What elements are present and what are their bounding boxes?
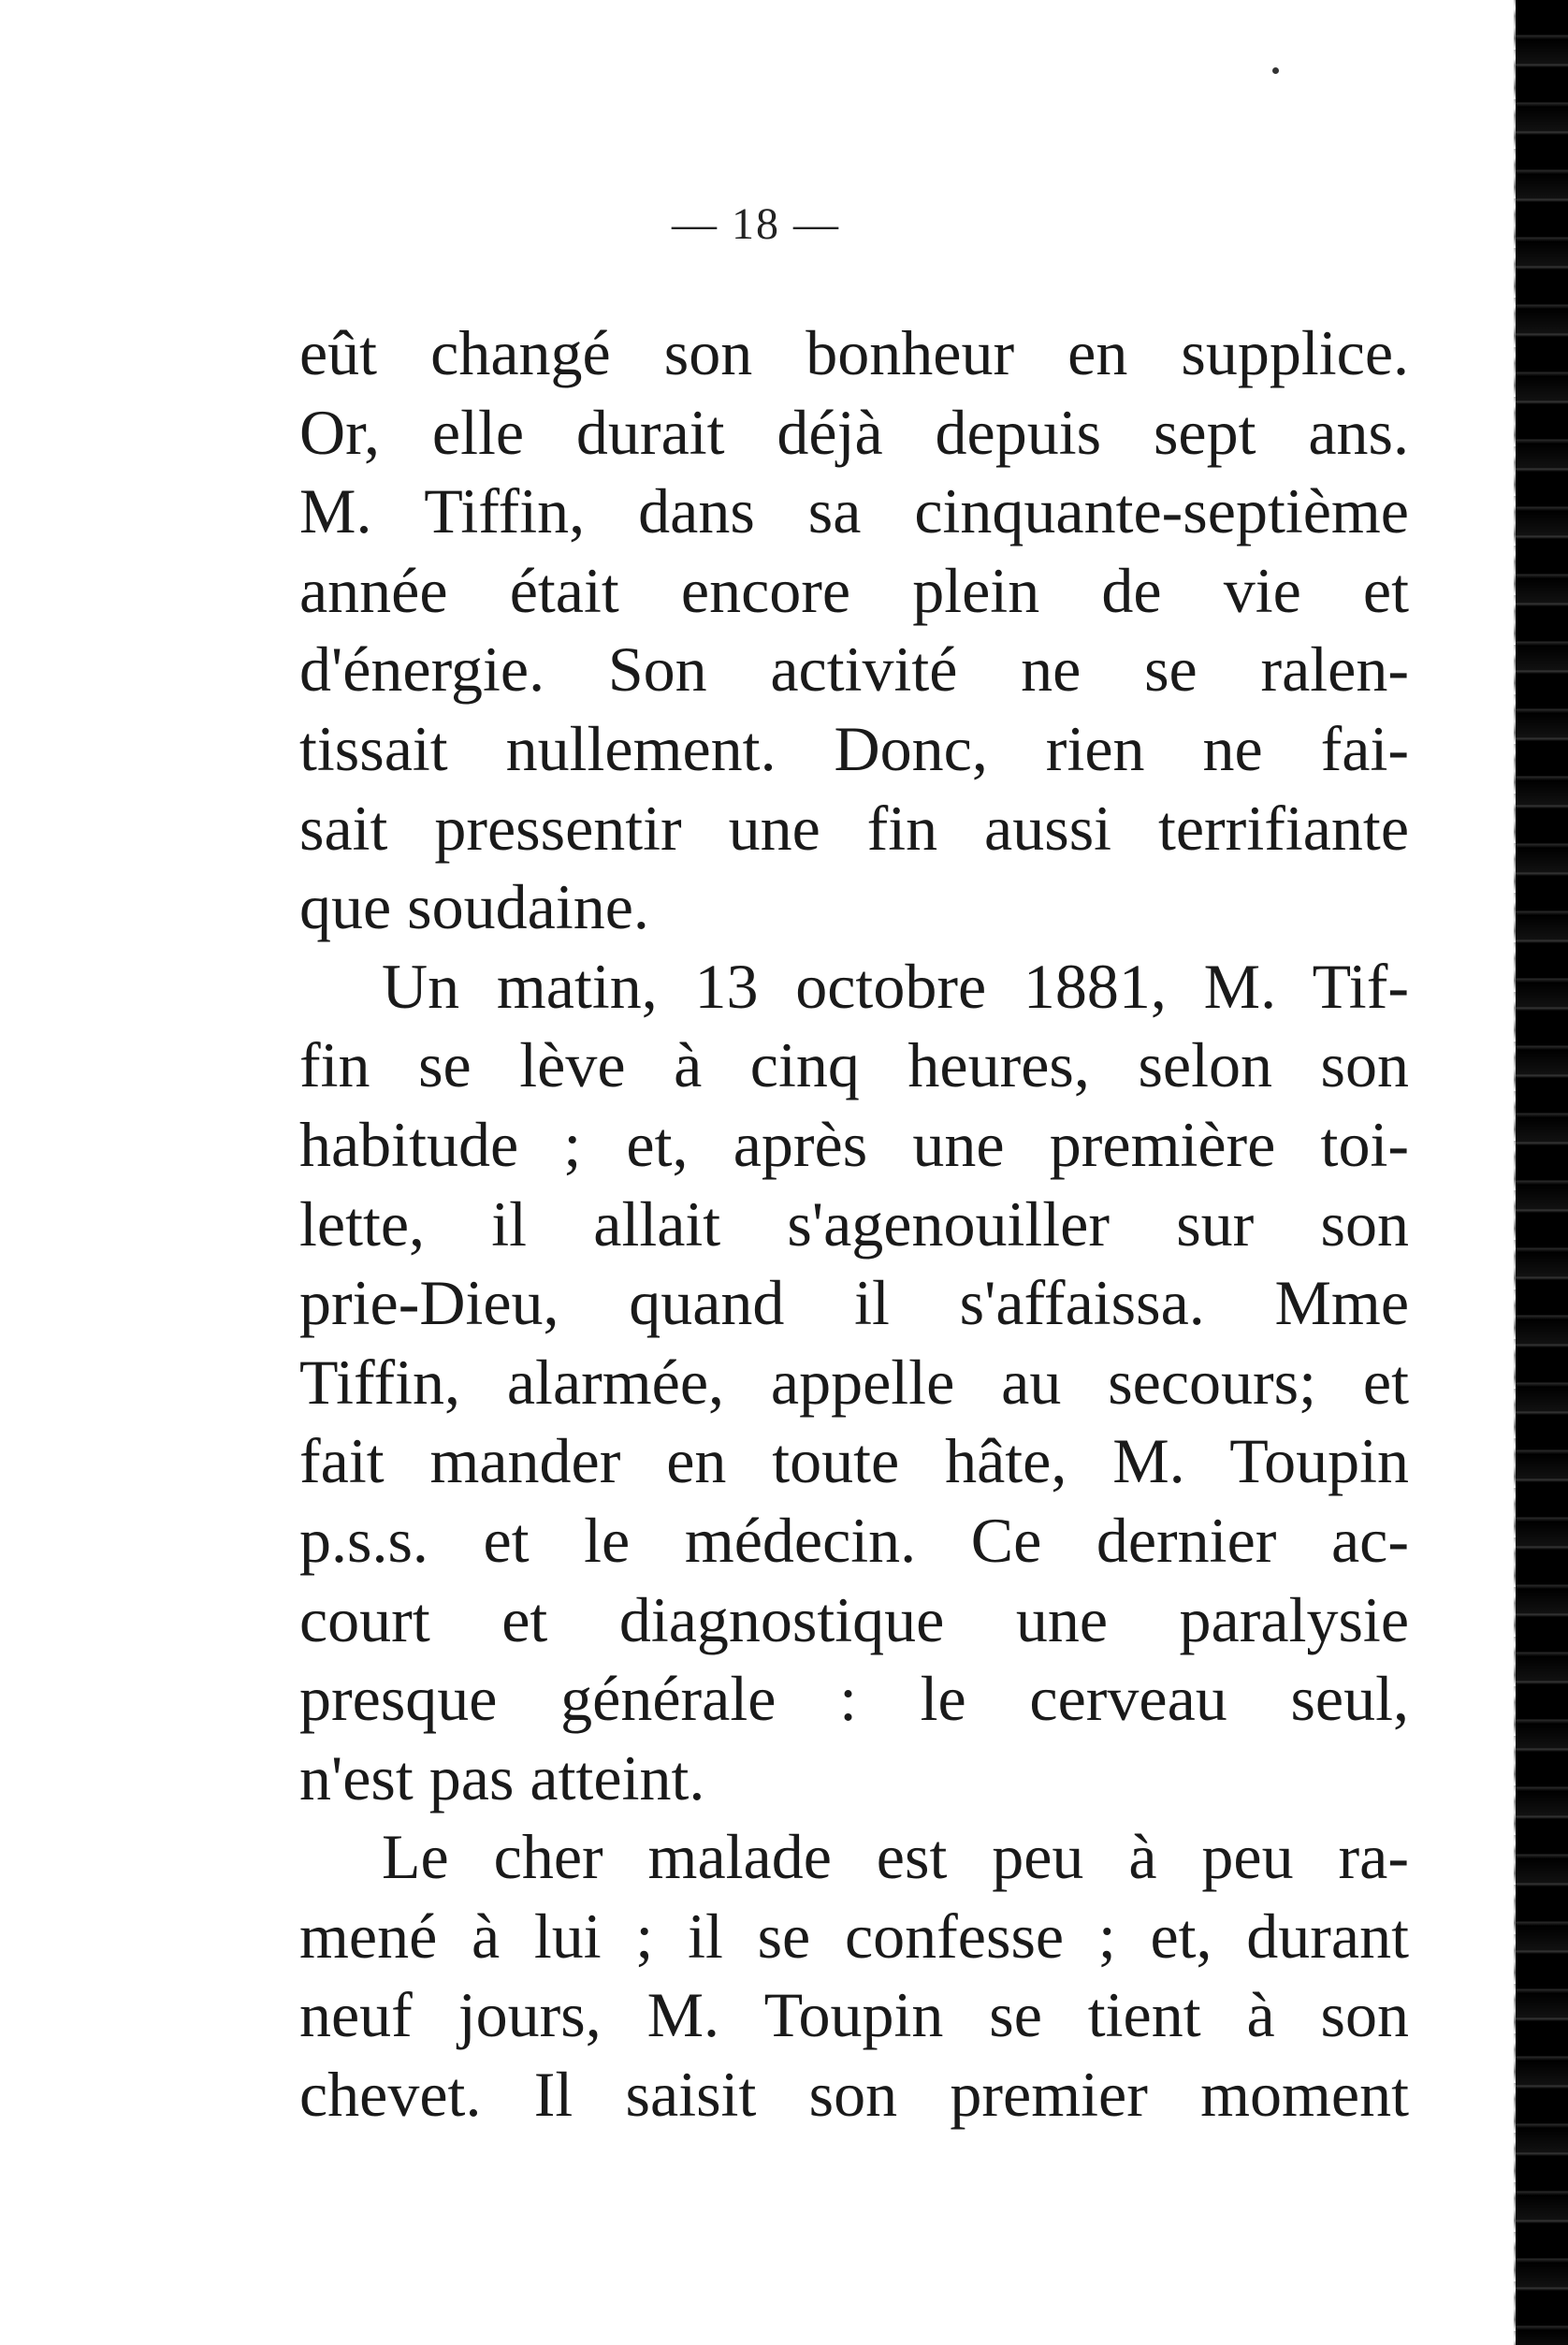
ink-speck: [1272, 67, 1279, 74]
text-line: tissait nullement. Donc, rien ne fai-: [299, 712, 1409, 784]
text-line: fin se lève à cinq heures, selon son: [299, 1029, 1409, 1101]
text-line: M. Tiffin, dans sa cinquante-septième: [299, 475, 1409, 547]
text-line: court et diagnostique une paralysie: [299, 1583, 1409, 1655]
text-line: que soudaine.: [299, 871, 649, 943]
text-line: Le cher malade est peu à peu ra-: [382, 1821, 1409, 1893]
text-line: année était encore plein de vie et: [299, 554, 1409, 626]
binding-shadow: [1516, 0, 1568, 2345]
text-line: lette, il allait s'agenouiller sur son: [299, 1187, 1409, 1260]
text-line: p.s.s. et le médecin. Ce dernier ac-: [299, 1504, 1409, 1576]
text-line: habitude ; et, après une première toi-: [299, 1108, 1409, 1180]
text-line: neuf jours, M. Toupin se tient à son: [299, 1979, 1409, 2051]
text-line: presque générale : le cerveau seul,: [299, 1663, 1409, 1735]
text-line: Tiffin, alarmée, appelle au secours; et: [299, 1346, 1409, 1418]
text-line: n'est pas atteint.: [299, 1741, 705, 1813]
text-line: chevet. Il saisit son premier moment: [299, 2059, 1409, 2131]
text-line: fait mander en toute hâte, M. Toupin: [299, 1425, 1409, 1497]
text-line: Un matin, 13 octobre 1881, M. Tif-: [382, 950, 1409, 1022]
text-line: sait pressentir une fin aussi terrifiante: [299, 792, 1409, 864]
page-number: — 18 —: [672, 199, 840, 249]
text-line: prie-Dieu, quand il s'affaissa. Mme: [299, 1267, 1409, 1339]
text-line: d'énergie. Son activité ne se ralen-: [299, 634, 1409, 706]
text-line: mené à lui ; il se confesse ; et, durant: [299, 1900, 1409, 1972]
text-line: eût changé son bonheur en supplice.: [299, 317, 1409, 388]
body-text: [299, 313, 1409, 2134]
text-line: Or, elle durait déjà depuis sept ans.: [299, 396, 1409, 468]
